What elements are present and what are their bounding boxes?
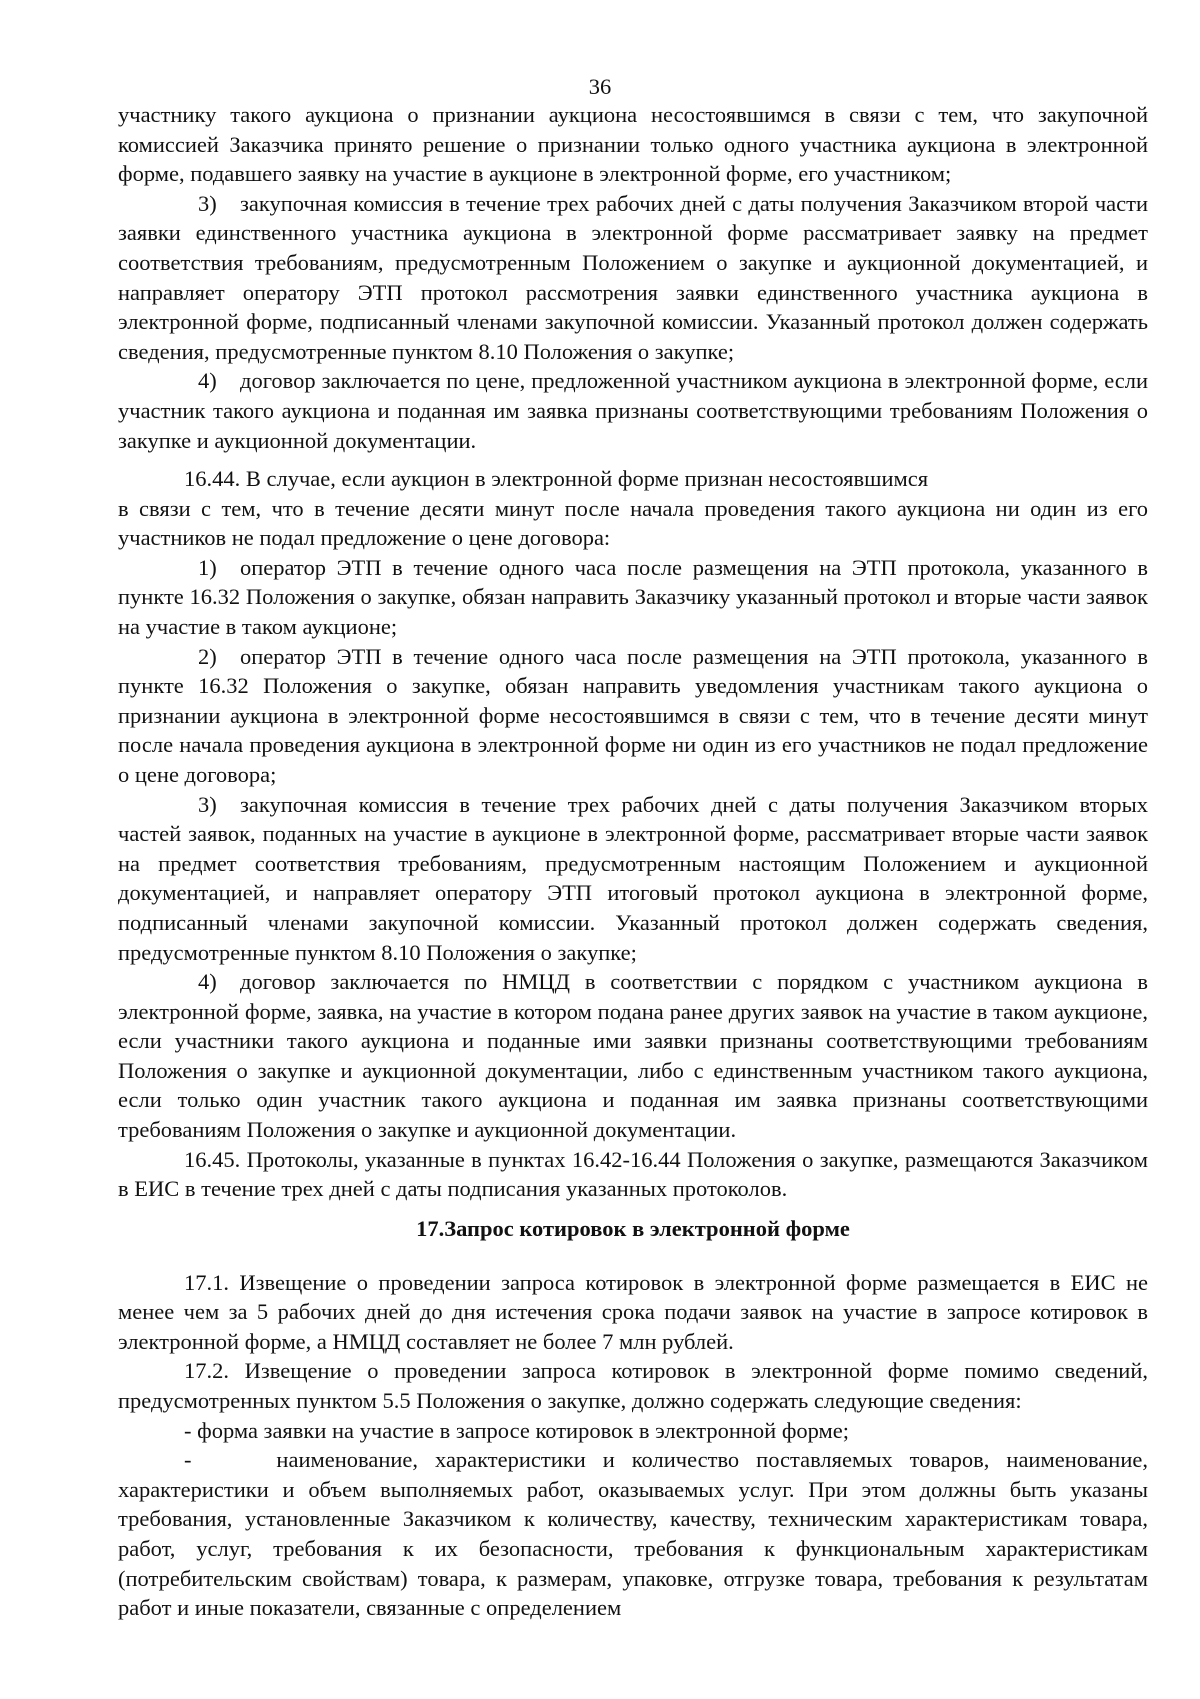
list-item-text: закупочная комиссия в течение трех рабочих дней с даты получения Заказчиком второй части заявки единственного участника аукциона в электронной форме рассматривает заявку на предмет соответствия требованиям, предусмотренным Положением о закупке и аукционной документацией, и направляет оператору ЭТП протокол рассмотрения заявки единственного участника аукциона в электронной форме, подписанный членами закупочной комиссии. Указанный протокол должен содержать сведения, предусмотренные пунктом 8.10 Положения о закупке;	[118, 190, 1148, 364]
list-item	[118, 366, 1148, 455]
section-17	[118, 1188, 1154, 1623]
dash-item: - наименование, характеристики и количество поставляемых товаров, наименование, характеристики и объем выполняемых работ, оказываемых услуг. При этом должны быть указаны требования, установленные Заказчиком к количеству, качеству, техническим характеристикам товара, работ, услуг, требования к их безопасности, требования к функциональным характеристикам (потребительским свойствам) товара, к размерам, упаковке, отгрузке товара, требования к результатам работ и иные показатели, связанные с определением	[118, 1447, 1154, 1621]
paragraph-17-1: 17.1. Извещение о проведении запроса котировок в электронной форме размещается в ЕИС не менее чем за 5 рабочих дней до дня истечения срока подачи заявок на участие в запросе котировок в электронной форме, а НМЦД составляет не более 7 млн рублей.	[118, 1269, 1148, 1354]
paragraph-continuation: участнику такого аукциона о признании аукциона несостоявшимся в связи с тем, что закупочной комиссией Заказчика принято решение о признании только одного участника аукциона в электронной форме, подавшего заявку на участие в аукционе в электронной форме, его участником;	[118, 102, 1148, 187]
list-item	[118, 790, 1148, 968]
section-16-44	[118, 464, 1148, 1204]
list-item-number: 3)	[198, 190, 217, 216]
list-item-number: 4)	[198, 368, 217, 394]
list-item-text: договор заключается по цене, предложенной участником аукциона в электронной форме, если участник такого аукциона и поданная им заявка признаны соответствующими требованиям Положения о закупке и аукционной документации.	[118, 368, 1148, 453]
list-item-number: 1)	[198, 554, 217, 580]
list-item-number: 3)	[198, 791, 217, 817]
section-heading: 17.Запрос котировок в электронной форме	[416, 1216, 850, 1241]
list-item-text: оператор ЭТП в течение одного часа после размещения на ЭТП протокола, указанного в пункте 16.32 Положения о закупке, обязан направить уведомления участникам такого аукциона о признании аукциона в электронной форме несостоявшимся в связи с тем, что в течение десяти минут после начала проведения аукциона в электронной форме ни один из его участников не подал предложение о цене договора;	[118, 643, 1148, 787]
list-item	[118, 967, 1148, 1145]
list-item-number: 4)	[198, 969, 217, 995]
page-number: 36	[588, 74, 612, 99]
paragraph-17-2: 17.2. Извещение о проведении запроса котировок в электронной форме помимо сведений, предусмотренных пунктом 5.5 Положения о закупке, должно содержать следующие сведения:	[118, 1358, 1148, 1413]
list-item-text: договор заключается по НМЦД в соответствии с порядком с участником аукциона в электронной форме, заявка, на участие в котором подана ранее других заявок на участие в таком аукционе, если участники такого аукциона и поданные ими заявки признаны соответствующими требованиям Положения о закупке и аукционной документации, либо с единственным участником такого аукциона, если только один участник такого аукциона и поданная им заявка признаны соответствующими требованиям Положения о закупке и аукционной документации.	[118, 969, 1148, 1143]
list-item-number: 2)	[198, 643, 217, 669]
list-item	[118, 553, 1148, 642]
list-item	[118, 189, 1148, 367]
dash-item: - форма заявки на участие в запросе котировок в электронной форме;	[184, 1417, 850, 1443]
section-16-43-continuation	[118, 100, 1148, 455]
paragraph-16-44-first-line: 16.44. В случае, если аукцион в электронной форме признан несостоявшимся	[184, 466, 929, 491]
list-item-text: оператор ЭТП в течение одного часа после размещения на ЭТП протокола, указанного в пункте 16.32 Положения о закупке, обязан направить Заказчику указанный протокол и вторые части заявок на участие в таком аукционе;	[118, 554, 1148, 639]
list-item	[118, 642, 1148, 790]
paragraph-16-45: 16.45. Протоколы, указанные в пунктах 16.42-16.44 Положения о закупке, размещаются Заказчиком в ЕИС в течение трех дней с даты подписания указанных протоколов.	[118, 1146, 1148, 1202]
list-item-text: закупочная комиссия в течение трех рабочих дней с даты получения Заказчиком вторых частей заявок, поданных на участие в аукционе в электронной форме, рассматривает вторые части заявок на предмет соответствия требованиям, предусмотренным настоящим Положением и аукционной документацией, и направляет оператору ЭТП итоговый протокол аукциона в электронной форме, подписанный членами закупочной комиссии. Указанный протокол должен содержать сведения, предусмотренные пунктом 8.10 Положения о закупке;	[118, 791, 1148, 965]
paragraph-16-44: в связи с тем, что в течение десяти минут после начала проведения такого аукциона ни один из его участников не подал предложение о цене договора:	[118, 495, 1148, 551]
